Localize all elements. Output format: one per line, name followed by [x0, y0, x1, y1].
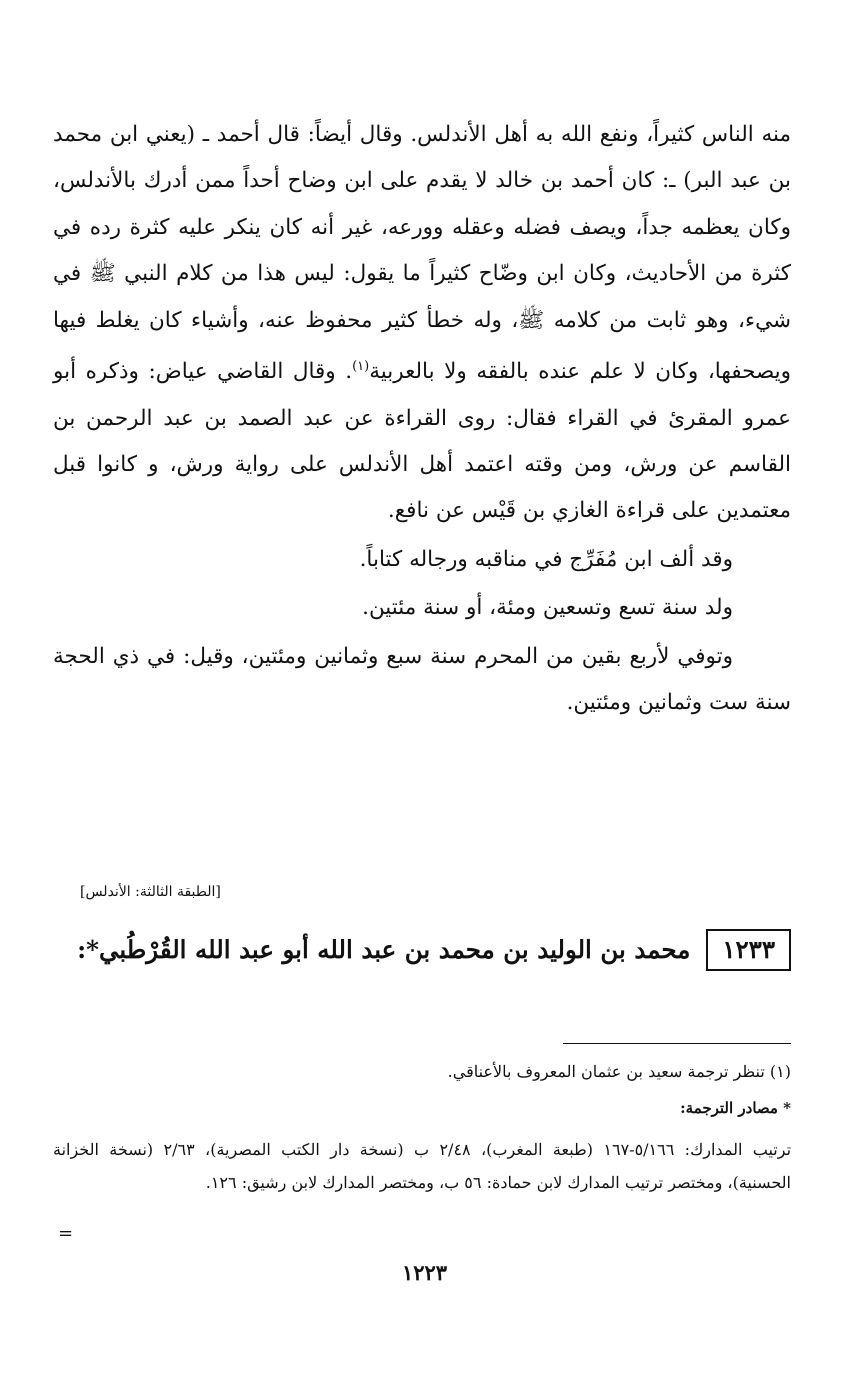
main-text: [53, 112, 791, 726]
page-number: ١٢٢٣: [401, 1260, 448, 1285]
footnote-divider: [563, 1043, 791, 1044]
paragraph-4: وتوفي لأربع بقين من المحرم سنة سبع وثمانين ومئتين، وقيل: في ذي الحجة سنة ست وثمانين ومئتين.: [53, 643, 791, 716]
paragraph-1: منه الناس كثيراً، ونفع الله به أهل الأندلس. وقال أيضاً: قال أحمد ـ (يعني ابن محمد بن عبد البر) ـ: كان أحمد بن خالد لا يقدم على ابن وضاح أحداً ممن أدرك بالأندلس، وكان يعظمه جداً، ويصف فضله وعقله وورعه، غير أنه كان ينكر عليه كثرة رده في كثرة من الأحاديث، وكان ابن وضّاح كثيراً ما يقول: ليس هذا من كلام النبي ﷺ في شيء، وهو ثابت من كلامه ﷺ، وله خطأ كثير محفوظ عنه، وأشياء كان يغلط فيها ويصحفها، وكان لا علم عنده بالفقه ولا بالعربية$^{(١)}$. وقال القاضي عياض: وذكره أبو عمرو المقرئ في القراء فقال: روى القراءة عن عبد الصمد بن عبد الرحمن بن القاسم عن ورش، ومن وقته اعتمد أهل الأندلس على رواية ورش، و كانوا قبل معتمدين على قراءة الغازي بن قَيْس عن نافع.: [53, 122, 791, 524]
sources-text: ترتيب المدارك: ٥/١٦٦-١٦٧ (طبعة المغرب)، ٢/٤٨ ب (نسخة دار الكتب المصرية)، ٢/٦٣ (نسخة الخزانة الحسنية)، ومختصر ترتيب المدارك لابن حمادة: ٥٦ ب، ومختصر المدارك لابن رشيق: ١٢٦.: [53, 1140, 792, 1192]
sources-heading: * مصادر الترجمة:: [680, 1099, 791, 1117]
paragraph-2: وقد ألف ابن مُفَرِّج في مناقبه ورجاله كتاباً.: [359, 546, 733, 572]
entry-heading: [51, 925, 791, 975]
continuation-mark: =: [58, 1223, 74, 1244]
footnote-reference: (١): [352, 359, 370, 375]
section-label: [الطبقة الثالثة: الأندلس]: [80, 884, 221, 900]
paragraph-3: ولد سنة تسع وتسعين ومئة، أو سنة مئتين.: [362, 595, 733, 621]
footnote-1: (١) تنظر ترجمة سعيد بن عثمان المعروف بالأعناقي.: [447, 1062, 791, 1081]
entry-title: محمد بن الوليد بن محمد بن عبد الله أبو عبد الله القُرْطُبي*:: [77, 935, 691, 964]
entry-number: ١٢٣٣: [706, 929, 791, 971]
